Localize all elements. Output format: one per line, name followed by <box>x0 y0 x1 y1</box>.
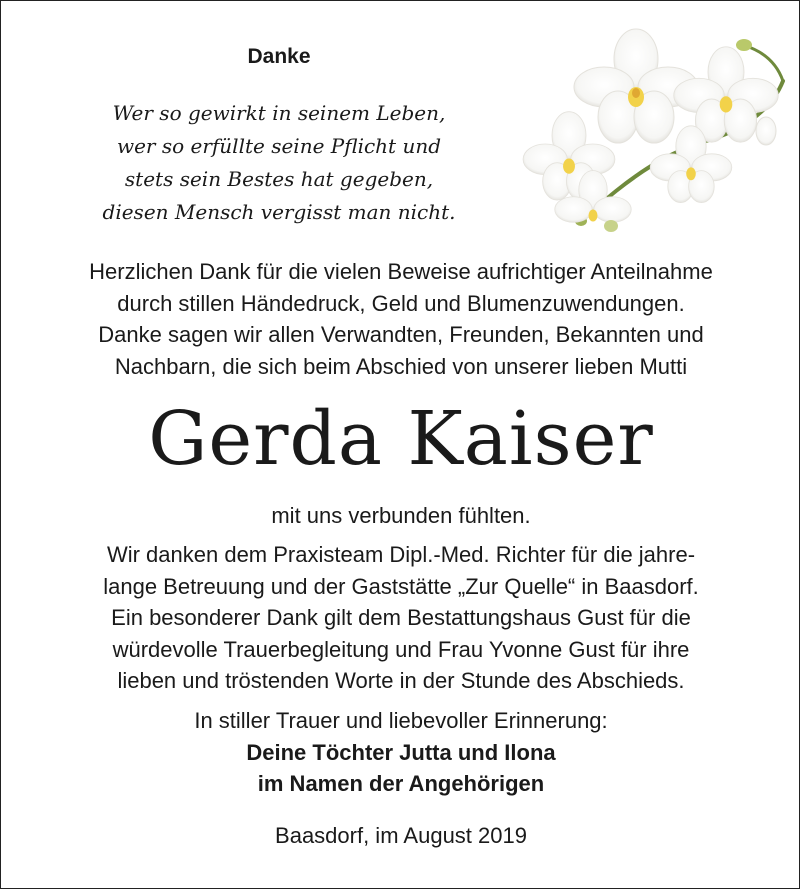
place-date: Baasdorf, im August 2019 <box>275 823 527 848</box>
poem <box>1 97 557 229</box>
text-line: Danke sagen wir allen Verwandten, Freunden, Bekannten und <box>98 322 704 347</box>
heading: Danke <box>247 45 311 68</box>
thanks-paragraph <box>1 256 800 382</box>
special-thanks-paragraph <box>1 539 800 697</box>
text-line: mit uns verbunden fühlten. <box>271 503 531 528</box>
closing-intro: In stiller Trauer und liebevoller Erinnerung: <box>194 708 608 733</box>
text-line: durch stillen Händedruck, Geld und Blumenzuwendungen. <box>117 290 685 316</box>
poem-line: stets sein Bestes hat gegeben, <box>124 167 434 191</box>
poem-line: Wer so gewirkt in seinem Leben, <box>112 101 446 125</box>
text-line: Herzlichen Dank für die vielen Beweise aufrichtiger Anteilnahme <box>89 259 713 284</box>
text-line: Wir danken dem Praxisteam Dipl.-Med. Richter für die jahre- <box>106 542 696 567</box>
deceased-name: Gerda Kaiser <box>148 396 654 482</box>
text-line: würdevolle Trauerbegleitung und Frau Yvonne Gust für ihre <box>112 636 690 662</box>
signers: Deine Töchter Jutta und Ilona <box>246 739 556 765</box>
text-line: lange Betreuung und der Gaststätte „Zur Quelle“ in Baasdorf. <box>103 573 699 599</box>
text-line: lieben und tröstenden Worte in der Stunde des Abschieds. <box>117 668 685 693</box>
closing-block <box>1 705 800 800</box>
signers-note: im Namen der Angehörigen <box>257 771 545 796</box>
poem-line: wer so erfüllte seine Pflicht und <box>116 134 442 158</box>
poem-line: diesen Mensch vergisst man nicht. <box>102 200 456 224</box>
orchid-image <box>521 21 791 236</box>
text-line: Ein besonderer Dank gilt dem Bestattungshaus Gust für die <box>111 605 691 630</box>
connected-line <box>1 500 800 532</box>
text-line: Nachbarn, die sich beim Abschied von unserer lieben Mutti <box>114 353 688 379</box>
